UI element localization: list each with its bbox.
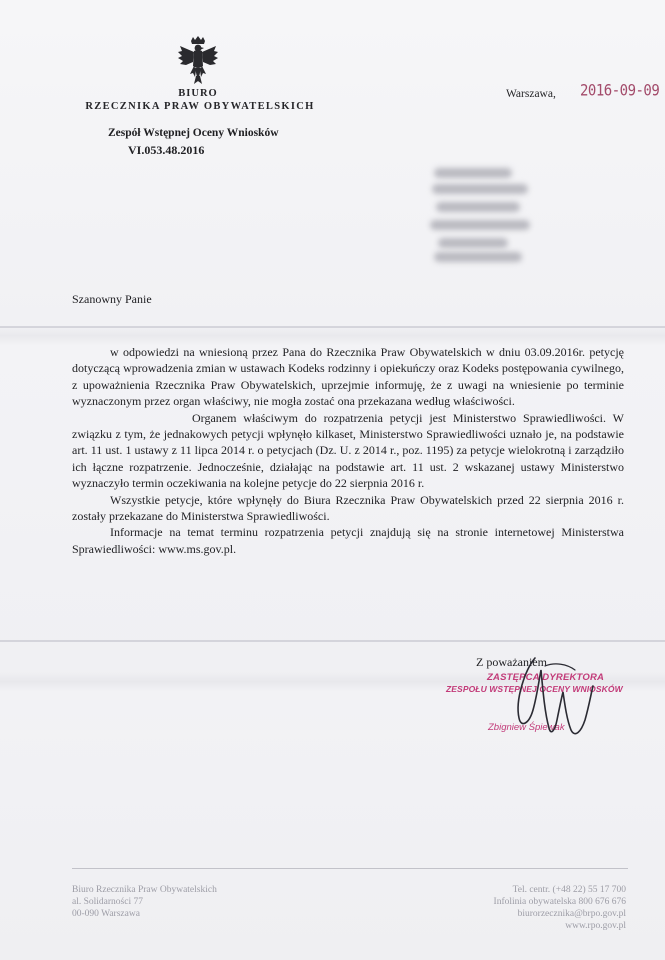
footer-address-line: Biuro Rzecznika Praw Obywatelskich [72, 885, 217, 895]
footer-contact [420, 884, 626, 932]
body-paragraph-3: Wszystkie petycje, które wpłynęły do Biura Rzecznika Praw Obywatelskich przed 22 sierpnia 2016 r. zostały przekazane do Ministerstwa Sprawiedliwości. [72, 492, 624, 524]
redacted-line [438, 238, 508, 248]
footer-helpline: Infolinia obywatelska 800 676 676 [493, 897, 626, 907]
stamp-name: Zbigniew Śpiewak [488, 722, 565, 733]
redacted-line [432, 184, 528, 194]
letter-body [72, 344, 624, 557]
footer-address [72, 884, 217, 920]
date-stamp: 2016-09-09 [580, 81, 660, 101]
stamp-unit: ZESPOŁU WSTĘPNEJ OCENY WNIOSKÓW [446, 684, 623, 694]
handwritten-signature-icon [505, 640, 605, 750]
redacted-line [434, 168, 512, 178]
white-eagle-emblem-icon [176, 36, 220, 86]
footer-divider [72, 868, 628, 869]
reference-number: VI.053.48.2016 [128, 143, 205, 157]
salutation: Szanowny Panie [72, 292, 152, 306]
closing-regards: Z poważaniem [476, 655, 547, 669]
footer-address-line: 00-090 Warszawa [72, 909, 140, 919]
redacted-address-block [428, 162, 534, 266]
body-paragraph-2: Organem właściwym do rozpatrzenia petycji jest Ministerstwo Sprawiedliwości. W związku z tym, że jednakowych petycji wpłynęło kilkaset, Ministerstwo Sprawiedliwości uznało je, na podstawie art. 11 ust. 1 ustawy z 11 lipca 2014 r. o petycjach (Dz. U. z 2014 r., poz. 1195) za petycje wielokrotną i zarządziło ich łączne rozpatrzenie. Jednocześnie, działając na podstawie art. 11 ust. 2 wskazanej ustawy Ministerstwo wyznaczyło termin oczekiwania na kolejne petycje do 22 sierpnia 2016 r. [72, 410, 624, 491]
body-paragraph-1: w odpowiedzi na wniesioną przez Pana do Rzecznika Praw Obywatelskich w dniu 03.09.2016r. petycję dotyczącą wprowadzenia zmian w ustawach Kodeks rodzinny i opiekuńczy oraz Kodeks postępowania cywilnego, z upoważnienia Rzecznika Praw Obywatelskich, uprzejmie informuję, że z uwagi na wniesienie po terminie wyznaczonym przez organ właściwy, nie mogła zostać ona przekazana według właściwości. [72, 345, 624, 409]
stamp-title: ZASTĘPCA DYREKTORA [487, 672, 605, 683]
footer-website: www.rpo.gov.pl [565, 921, 626, 931]
redacted-line [434, 252, 522, 262]
fold-line-upper [0, 326, 665, 328]
letter-city: Warszawa, [506, 88, 556, 100]
body-paragraph-4: Informacje na temat terminu rozpatrzenia petycji znajdują się na stronie internetowej Ministerstwa Sprawiedliwości: www.ms.gov.pl. [72, 525, 624, 556]
redacted-line [436, 202, 520, 212]
team-name: Zespół Wstępnej Oceny Wniosków [108, 127, 279, 139]
office-name-line2: RZECZNIKA PRAW OBYWATELSKICH [85, 101, 315, 112]
footer-address-line: al. Solidarności 77 [72, 897, 143, 907]
footer-email: biurorzecznika@brpo.gov.pl [517, 909, 626, 919]
footer-phone: Tel. centr. (+48 22) 55 17 700 [512, 885, 626, 895]
redacted-line [430, 220, 530, 230]
office-name-line1: BIURO [178, 88, 218, 99]
